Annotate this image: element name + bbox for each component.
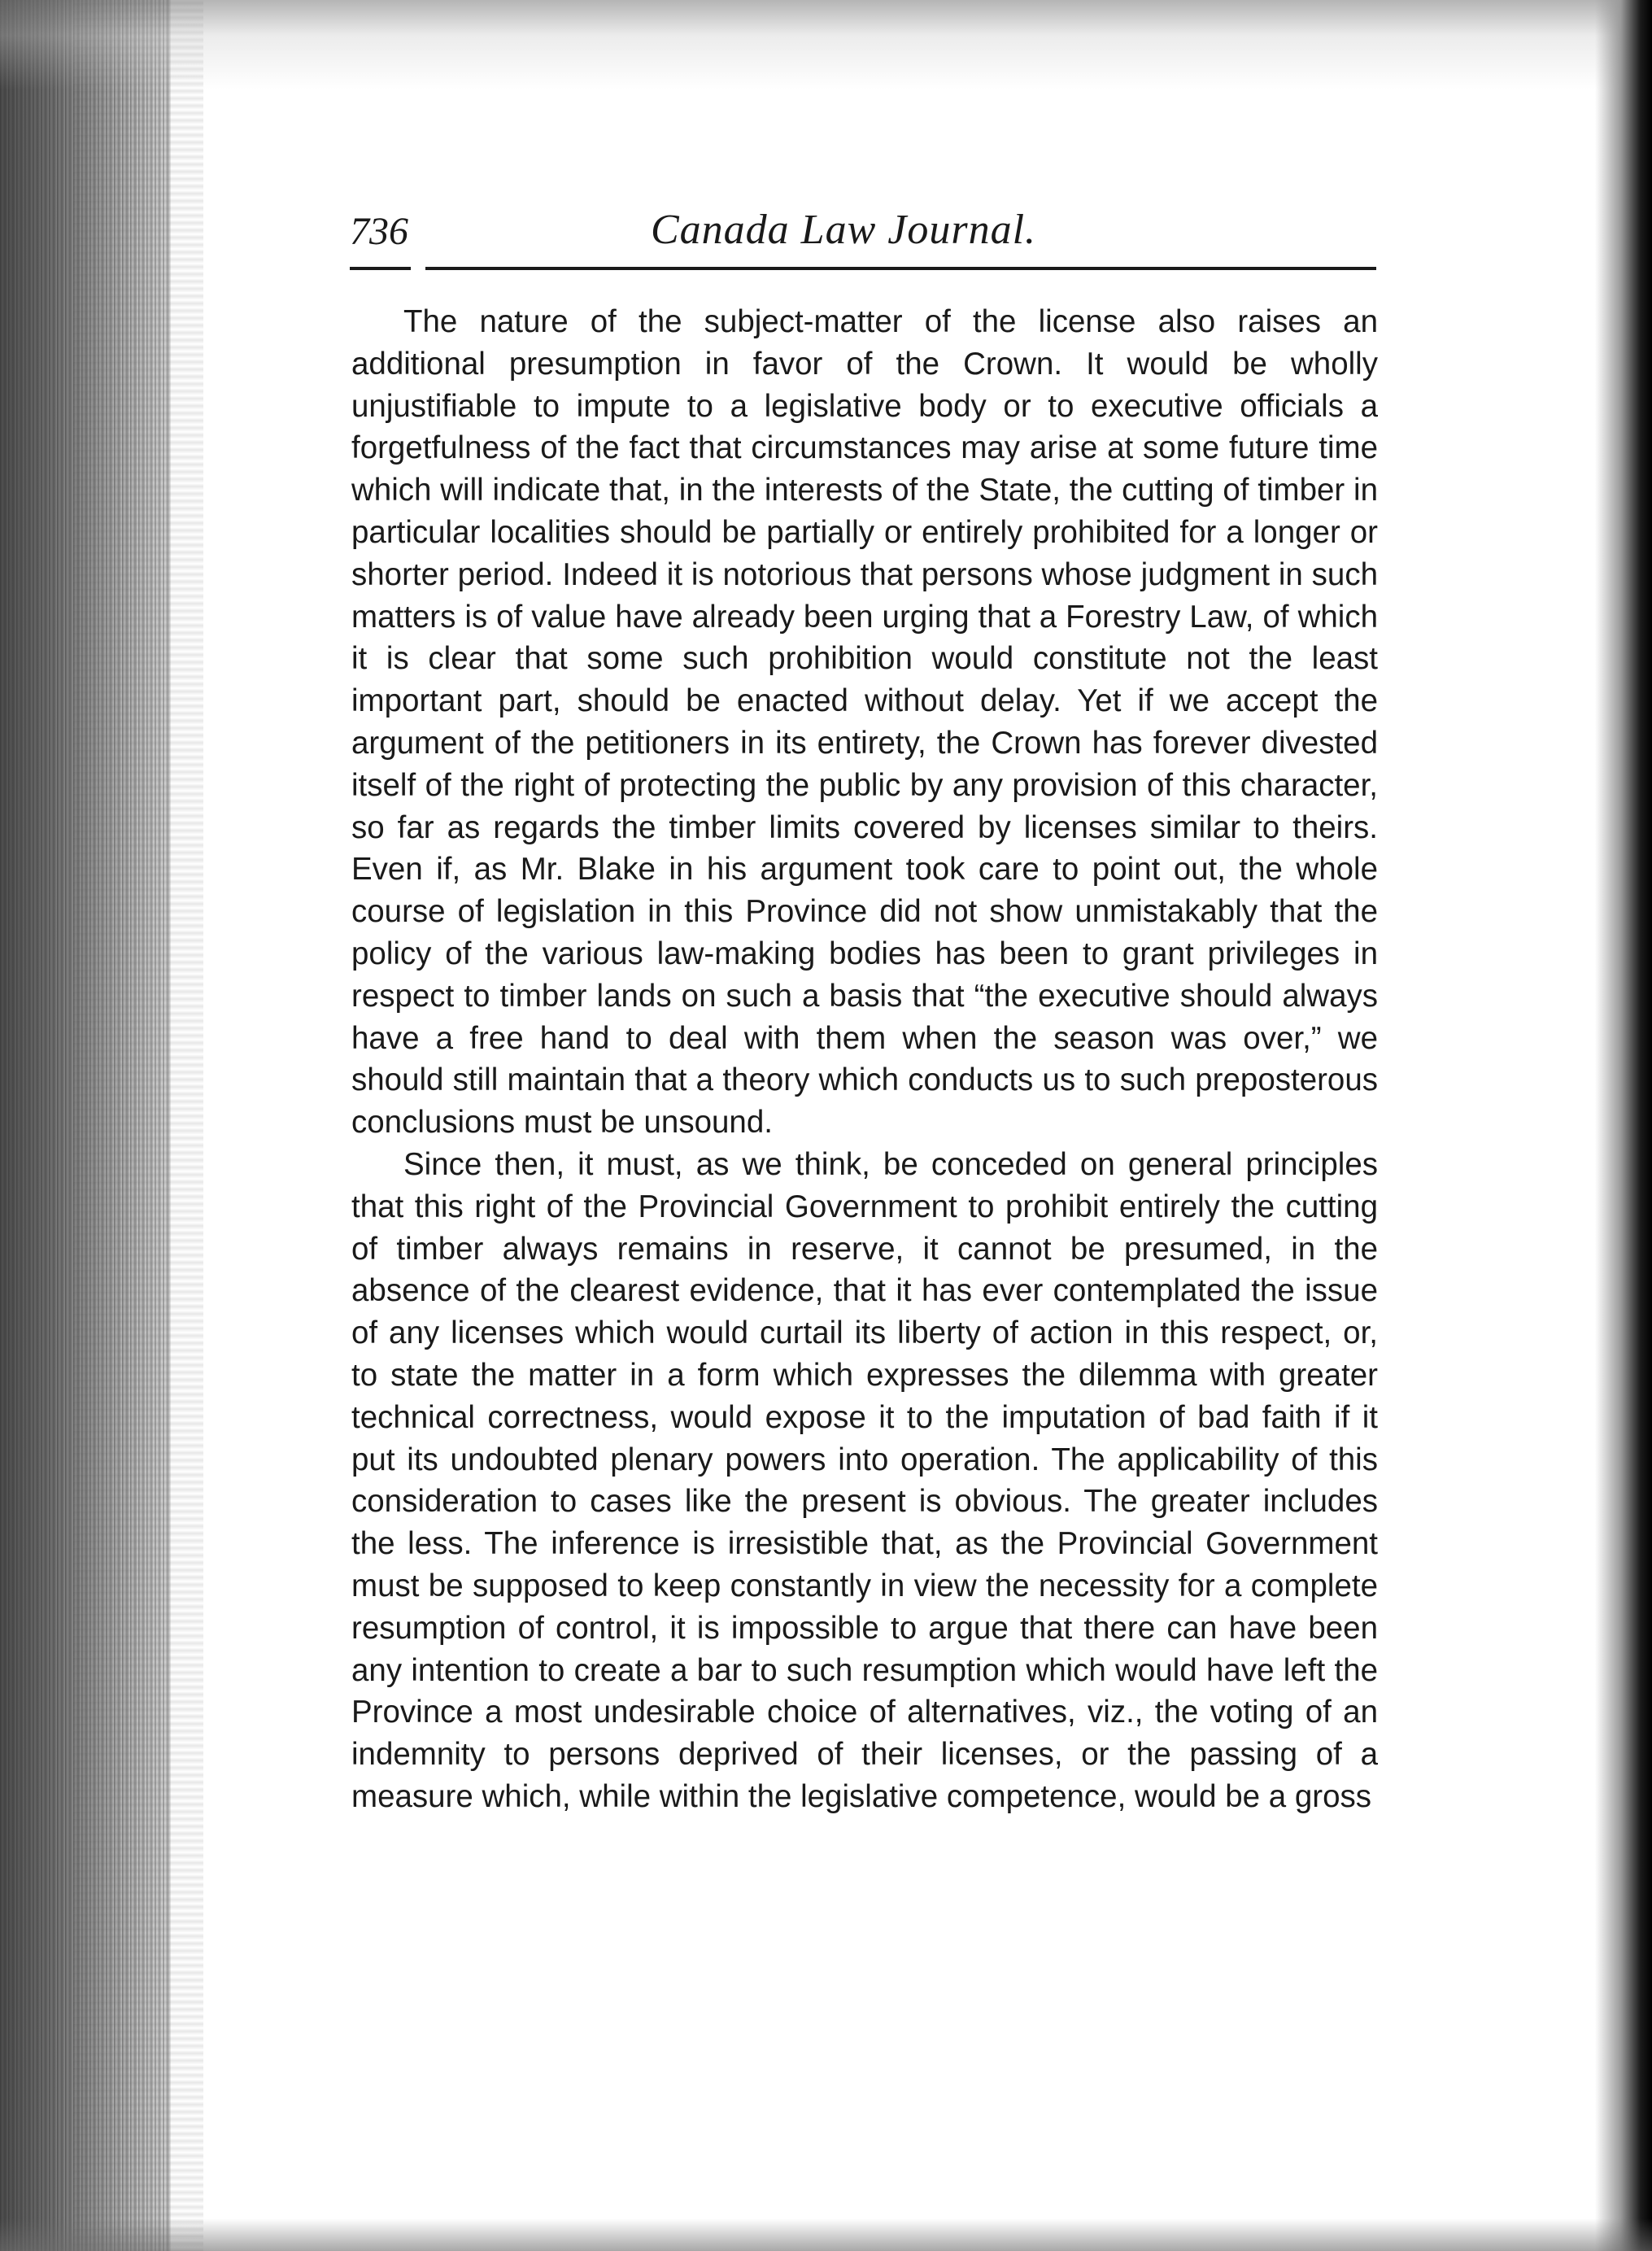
article-body [351,301,1378,1818]
scan-left-edge-texture [73,0,203,2251]
running-title: Canada Law Journal. [651,207,1037,253]
scan-bottom-edge-shadow [0,2218,1652,2251]
scan-top-edge-shadow [0,0,1652,89]
scan-right-edge-shadow [1595,0,1652,2251]
paragraph: The nature of the subject-matter of the license also raises an additional presumption in favor of the Crown. It would be wholly unjustifiable to impute to a legislative body or to executive officials a forgetfulness of the fact that circumstances may arise at some future time which will indicate that, in the interests of the State, the cutting of timber in particular localities should be partially or entirely prohibited for a longer or shorter period. Indeed it is notorious that persons whose judgment in such matters is of value have already been urging that a Forestry Law, of which it is clear that some such prohibition would constitute not the least important part, should be enacted without delay. Yet if we accept the argument of the petitioners in its entirety, the Crown has forever divested itself of the right of protecting the public by any provision of this character, so far as regards the timber limits covered by licenses similar to theirs. Even if, as Mr. Blake in his argument took care to point out, the whole course of legislation in this Province did not show unmistakably that the policy of the various law-making bodies has been to grant privileges in respect to timber lands on such a basis that “the executive should always have a free hand to deal with them when the season was over,” we should still maintain that a theory which conducts us to such preposterous conclusions must be unsound. [351,304,1378,1141]
page-header [350,199,1375,264]
header-rule-gap [411,265,425,272]
paragraph: Since then, it must, as we think, be conceded on general principles that this right of the Provincial Government to prohibit entirely the cutting of timber always remains in reserve, it cannot be presumed, in the absence of the clearest evidence, that it has ever contemplated the issue of any licenses which would curtail its liberty of action in this respect, or, to state the matter in a form which expresses the dilemma with greater technical correctness, would expose it to the imputation of bad faith if it put its undoubted plenary powers into operation. The applicability of this consideration to cases like the present is obvious. The greater includes the less. The inference is irresistible that, as the Provincial Government must be supposed to keep constantly in view the necessity for a complete resumption of control, it is impossible to argue that there can have been any intention to create a bar to such resumption which would have left the Province a most undesirable choice of alternatives, viz., the voting of an indemnity to persons deprived of their licenses, or the passing of a measure which, while within the legislative competence, would be a gross [351,1146,1378,1814]
page-number: 736 [350,210,408,253]
header-rule [350,267,1376,270]
